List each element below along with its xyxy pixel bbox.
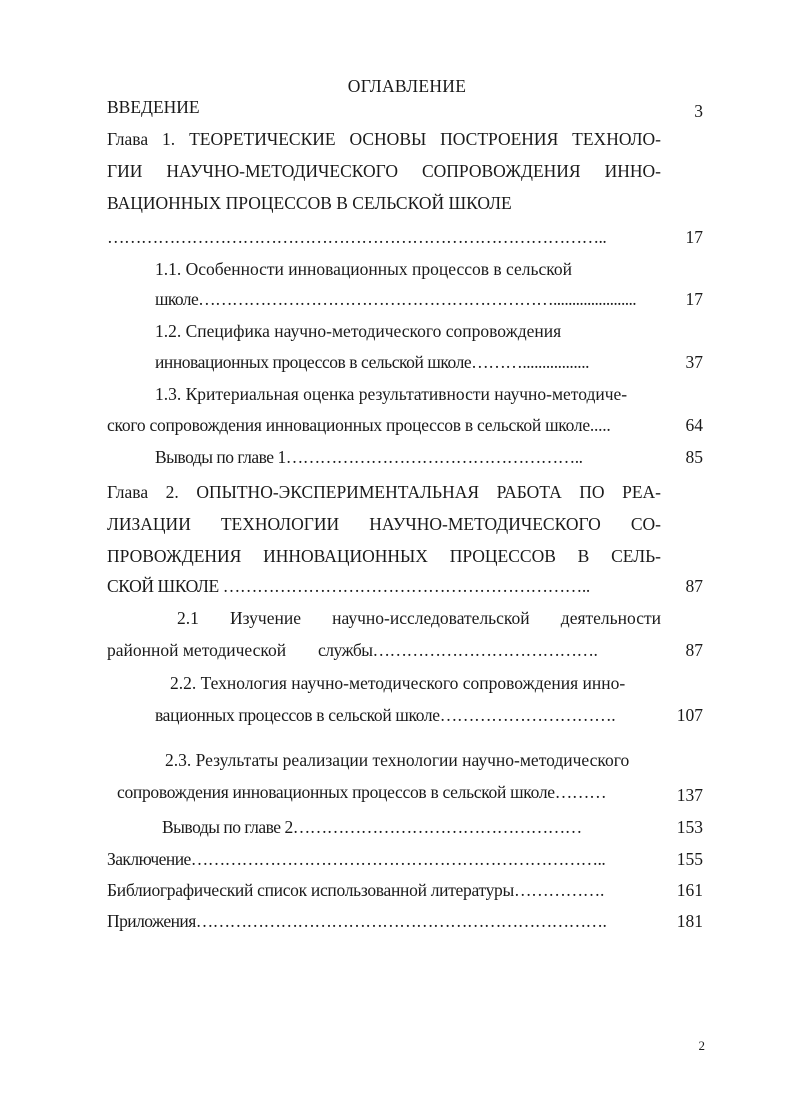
word: ОПЫТНО-ЭКСПЕРИМЕНТАЛЬНАЯ [196, 482, 480, 502]
toc-page-conclusion: 155 [676, 849, 703, 869]
word: ПО [579, 482, 605, 502]
toc-page-appendix: 181 [676, 911, 703, 931]
word: ПРОВОЖДЕНИЯ [107, 546, 242, 566]
word: ТЕОРЕТИЧЕСКИЕ [189, 129, 336, 149]
word: СЕЛЬ- [611, 546, 661, 566]
toc-section-2-1-line2b[interactable]: службы…………………………………. [318, 640, 598, 660]
toc-page-bibliography: 161 [676, 880, 703, 900]
toc-chapter2-line3[interactable] [107, 546, 661, 566]
toc-section-1-3-line1[interactable]: 1.3. Критериальная оценка результативности научно-методиче- [155, 384, 628, 404]
word: СО- [630, 514, 661, 534]
toc-chapter2-line1[interactable] [107, 482, 661, 502]
word: 2.1 [177, 608, 199, 628]
word: ТЕХНОЛОГИИ [220, 514, 340, 534]
word: Глава [107, 482, 149, 502]
word: НАУЧНО-МЕТОДИЧЕСКОГО [166, 161, 398, 181]
toc-chapter1-line2[interactable] [107, 161, 661, 181]
toc-section-2-3-line1[interactable]: 2.3. Результаты реализации технологии научно-методического [165, 750, 630, 770]
toc-section-2-1-line2a[interactable]: районной методической [107, 640, 287, 660]
toc-page-conclusions-2: 153 [676, 817, 703, 837]
toc-page-2-1: 87 [685, 640, 703, 660]
word: ПОСТРОЕНИЯ [440, 129, 559, 149]
toc-section-2-3-line2[interactable]: сопровождения инновационных процессов в сельской школе……… [117, 782, 607, 802]
toc-page-conclusions-1: 85 [685, 447, 703, 467]
toc-page-1-2: 37 [685, 352, 703, 372]
toc-section-2-1-line1[interactable] [177, 608, 661, 628]
toc-conclusions-chapter2[interactable]: Выводы по главе 2…………………………………………… [162, 817, 582, 837]
toc-page-1-1: 17 [685, 289, 703, 309]
word: НАУЧНО-МЕТОДИЧЕСКОГО [369, 514, 601, 534]
toc-section-2-2-line2[interactable]: вационных процессов в сельской школе…………………………. [155, 705, 616, 725]
word: ТЕХНОЛО- [572, 129, 661, 149]
page-number: 2 [698, 1038, 705, 1053]
word: СОПРОВОЖДЕНИЯ [421, 161, 581, 181]
toc-section-1-2-line2[interactable]: инновационных процессов в сельской школе………................. [155, 352, 590, 372]
toc-section-1-1-line2[interactable]: школе………………………………………………………...................... [155, 289, 637, 309]
word: ИННО- [604, 161, 661, 181]
toc-page-2-3: 137 [676, 785, 703, 805]
word: РАБОТА [496, 482, 562, 502]
toc-conclusion[interactable]: Заключение……………………………………………………………….. [107, 849, 606, 869]
word: РЕА- [622, 482, 661, 502]
word: 2. [165, 482, 179, 502]
toc-page-chapter2: 87 [685, 576, 703, 596]
toc-title: ОГЛАВЛЕНИЕ [347, 76, 467, 96]
toc-section-1-1-line1[interactable]: 1.1. Особенности инновационных процессов в сельской [155, 259, 572, 279]
toc-appendix[interactable]: Приложения………………………………………………………………. [107, 911, 607, 931]
word: Глава [107, 129, 149, 149]
word: ПРОЦЕССОВ [449, 546, 556, 566]
toc-entry-intro[interactable]: ВВЕДЕНИЕ [107, 97, 200, 117]
toc-bibliography[interactable]: Библиографический список использованной литературы……………. [107, 880, 605, 900]
word: ИННОВАЦИОННЫХ [263, 546, 428, 566]
toc-page-2-2: 107 [676, 705, 703, 725]
word: В [577, 546, 590, 566]
toc-section-2-2-line1[interactable]: 2.2. Технология научно-методического сопровождения инно- [170, 673, 626, 693]
toc-page-intro: 3 [694, 101, 703, 121]
word: 1. [162, 129, 176, 149]
word: научно-исследовательской [332, 608, 530, 628]
toc-conclusions-chapter1[interactable]: Выводы по главе 1…………………………………………….. [155, 447, 583, 467]
toc-chapter2-line4[interactable]: СКОЙ ШКОЛЕ ……………………………………………………….. [107, 576, 590, 596]
toc-chapter1-leader: …………………………………………………………………………….. [107, 227, 607, 247]
toc-section-1-2-line1[interactable]: 1.2. Специфика научно-методического сопровождения [155, 321, 562, 341]
toc-page-chapter1: 17 [685, 227, 703, 247]
toc-section-1-3-line2[interactable]: ского сопровождения инновационных процессов в сельской школе..... [107, 415, 611, 435]
word: деятельности [560, 608, 661, 628]
word: ГИИ [107, 161, 143, 181]
toc-chapter1-line1[interactable] [107, 129, 661, 149]
word: ОСНОВЫ [349, 129, 427, 149]
word: Изучение [230, 608, 301, 628]
toc-chapter1-line3[interactable]: ВАЦИОННЫХ ПРОЦЕССОВ В СЕЛЬСКОЙ ШКОЛЕ [107, 193, 512, 213]
toc-chapter2-line2[interactable] [107, 514, 661, 534]
toc-page-1-3: 64 [685, 415, 703, 435]
word: ЛИЗАЦИИ [107, 514, 191, 534]
